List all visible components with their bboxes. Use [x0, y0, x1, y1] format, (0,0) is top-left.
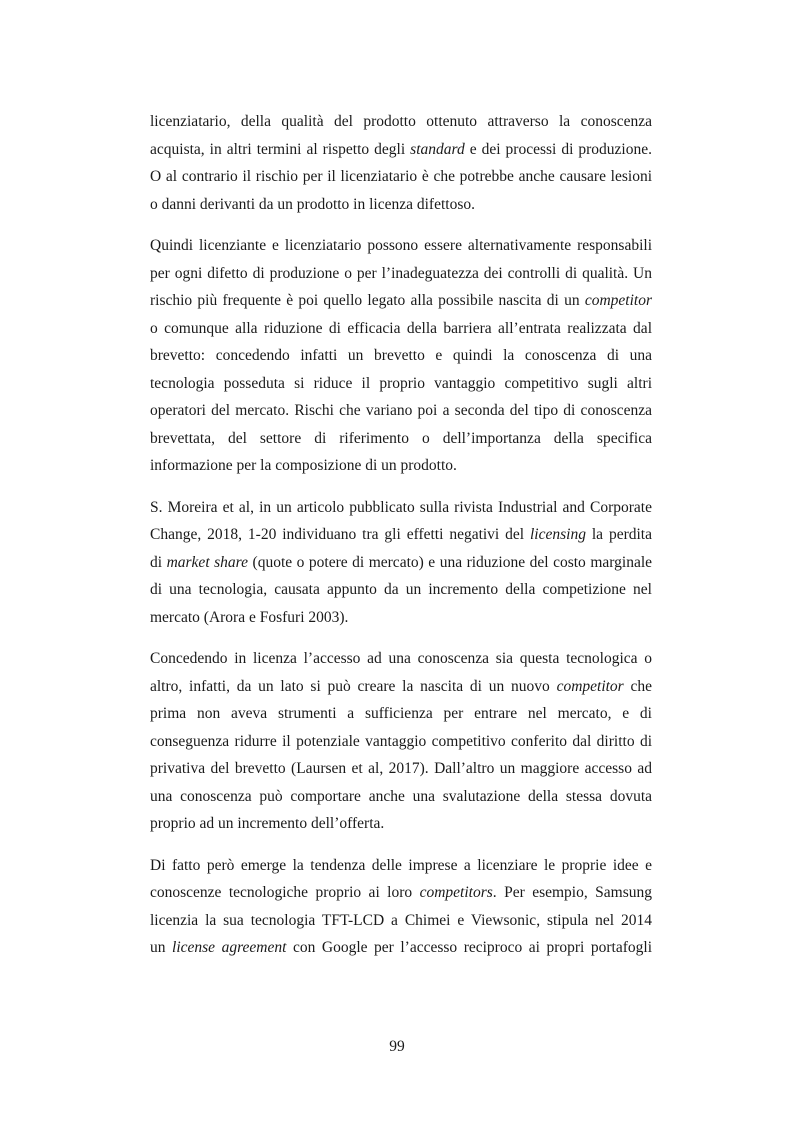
text-run: mercato (Arora e Fosfuri 2003).	[150, 608, 349, 626]
italic-term: market share	[166, 553, 249, 571]
text-line	[150, 755, 652, 783]
text-line	[150, 810, 652, 838]
text-run: O al contrario il rischio per il licenziatario è che potrebbe anche causare lesioni	[150, 168, 652, 185]
paragraph	[150, 852, 652, 962]
text-line	[150, 342, 652, 370]
text-line	[150, 108, 652, 136]
text-run: tecnologia posseduta si riduce il proprio vantaggio competitivo sugli altri	[150, 374, 652, 392]
text-run: informazione per la composizione di un prodotto.	[150, 457, 457, 474]
text-line	[150, 728, 652, 756]
text-run: conseguenza ridurre il potenziale vantaggio competitivo conferito dal diritto di	[150, 732, 652, 750]
text-run: che	[623, 677, 653, 695]
text-run: una conoscenza può comportare anche una svalutazione della stessa dovuta	[150, 787, 652, 805]
text-run: conoscenze tecnologiche proprio ai loro	[150, 884, 420, 901]
text-run: brevettata, del settore di riferimento o dell’importanza della specifica	[150, 429, 652, 447]
text-run: per ogni difetto di produzione o per l’inadeguatezza dei controlli di qualità. Un	[150, 264, 652, 282]
text-line	[150, 370, 652, 398]
text-run: brevetto: concedendo infatti un brevetto e quindi la conoscenza di una	[150, 347, 652, 364]
text-line	[150, 879, 652, 907]
text-line	[150, 315, 652, 343]
text-line	[150, 425, 652, 453]
paragraph	[150, 232, 652, 480]
text-run: S. Moreira et al, in un articolo pubblicato sulla rivista Industrial and Corporate	[150, 498, 652, 516]
text-line	[150, 452, 652, 480]
text-run: Concedendo in licenza l’accesso ad una conoscenza sia questa tecnologica o	[150, 650, 652, 667]
text-run: prima non aveva strumenti a sufficienza per entrare nel mercato, e di	[150, 705, 652, 722]
text-run: un	[150, 939, 173, 956]
italic-term: competitor	[556, 677, 624, 695]
text-line	[150, 260, 652, 288]
italic-term: competitor	[584, 292, 652, 309]
italic-term: license agreement	[172, 939, 287, 956]
text-run: e dei processi di produzione.	[464, 140, 652, 158]
text-run: . Per esempio, Samsung	[492, 884, 652, 901]
page-body	[150, 108, 652, 976]
text-line	[150, 494, 652, 522]
text-line	[150, 576, 652, 604]
text-line	[150, 907, 652, 935]
text-line	[150, 136, 652, 164]
text-run: proprio ad un incremento dell’offerta.	[150, 815, 385, 832]
italic-term: competitors	[419, 884, 493, 901]
italic-term: licensing	[530, 526, 586, 543]
text-line	[150, 934, 652, 962]
text-run: licenziatario, della qualità del prodotto ottenuto attraverso la conoscenza	[150, 113, 652, 130]
text-run: licenzia la sua tecnologia TFT-LCD a Chimei e Viewsonic, stipula nel 2014	[150, 911, 652, 929]
text-line	[150, 700, 652, 728]
text-line	[150, 604, 652, 632]
text-line	[150, 397, 652, 425]
text-run: con Google per l’accesso reciproco ai propri portafogli	[286, 939, 652, 956]
text-run: (quote o potere di mercato) e una riduzione del costo marginale	[248, 553, 653, 571]
text-line	[150, 521, 652, 549]
text-line	[150, 549, 652, 577]
text-line	[150, 783, 652, 811]
text-line	[150, 232, 652, 260]
text-run: o comunque alla riduzione di efficacia della barriera all’entrata realizzata dal	[150, 319, 652, 337]
text-run: altro, infatti, da un lato si può creare la nascita di un nuovo	[150, 677, 557, 695]
text-run: Change, 2018, 1-20 individuano tra gli effetti negativi del	[150, 526, 530, 543]
text-line	[150, 163, 652, 191]
text-run: privativa del brevetto (Laursen et al, 2017). Dall’altro un maggiore accesso ad	[150, 760, 652, 777]
paragraph	[150, 645, 652, 838]
paragraph	[150, 494, 652, 632]
text-line	[150, 645, 652, 673]
paragraph	[150, 108, 652, 218]
text-line	[150, 673, 652, 701]
text-run: di una tecnologia, causata appunto da un incremento della competizione nel	[150, 581, 652, 598]
text-run: la perdita	[585, 526, 652, 543]
text-run: di	[150, 553, 167, 571]
text-line	[150, 287, 652, 315]
text-run: operatori del mercato. Rischi che variano poi a seconda del tipo di conoscenza	[150, 402, 652, 419]
text-run: o danni derivanti da un prodotto in licenza difettoso.	[150, 195, 475, 213]
text-run: acquista, in altri termini al rispetto degli	[150, 140, 411, 158]
text-line	[150, 852, 652, 880]
italic-term: standard	[410, 140, 465, 158]
text-run: Quindi licenziante e licenziatario possono essere alternativamente responsabili	[150, 237, 652, 254]
page-number: 99	[389, 1038, 405, 1055]
text-run: rischio più frequente è poi quello legato alla possibile nascita di un	[150, 292, 585, 309]
text-run: Di fatto però emerge la tendenza delle imprese a licenziare le proprie idee e	[150, 856, 652, 874]
text-line	[150, 191, 652, 219]
